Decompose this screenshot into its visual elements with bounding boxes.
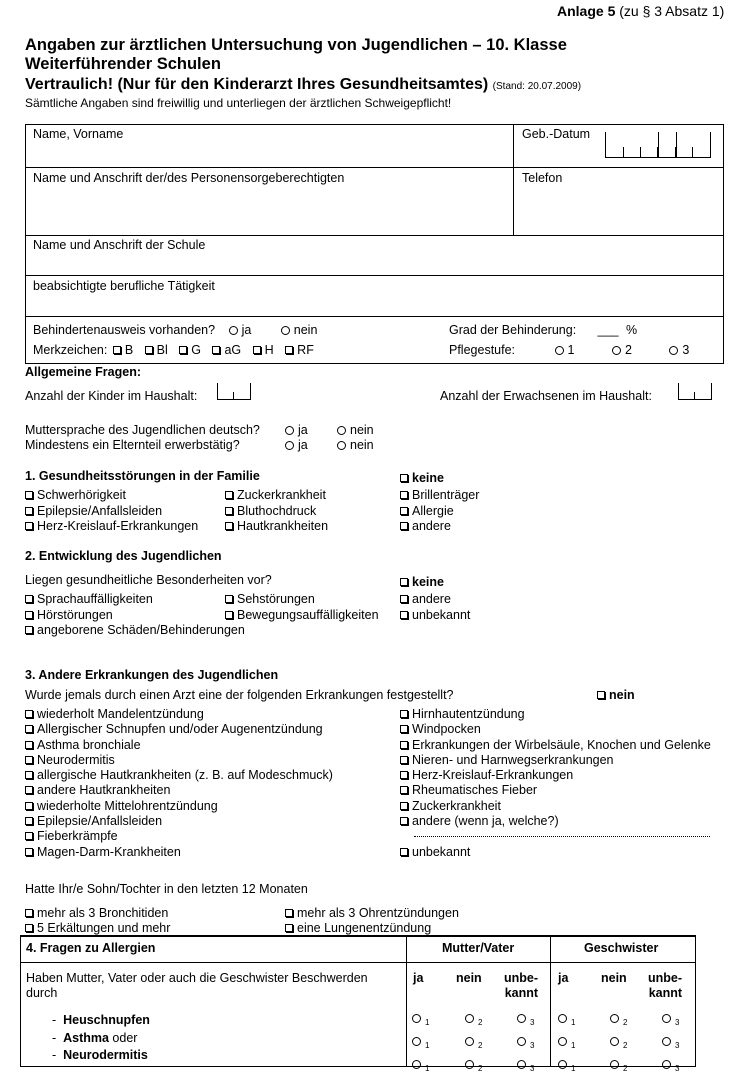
checkbox-icon [400,595,408,603]
kids-count-label: Anzahl der Kinder im Haushalt: [25,389,198,403]
checkbox-icon [400,578,408,586]
allergy-radio[interactable]: 3 [517,1009,534,1032]
bronchitis-item[interactable]: mehr als 3 Bronchitiden [25,906,168,920]
divider [513,124,514,235]
s2-item[interactable]: Sehstörungen [225,592,379,608]
s3-item[interactable]: Zuckerkrankheit [400,799,711,814]
checkbox-icon [597,691,605,699]
disability-degree[interactable]: Grad der Behinderung: ___ % [449,323,638,337]
allergy-radio[interactable]: 1 [412,1032,429,1055]
s1-item[interactable]: Zuckerkrankheit [225,488,328,504]
s1-keine[interactable]: keine [400,471,444,485]
s2-col3 [400,592,470,623]
section-3-title: 3. Andere Erkrankungen des Jugendlichen [25,668,279,682]
head-ja-2: ja [558,971,569,985]
s1-item[interactable]: Allergie [400,504,479,520]
allergy-radio[interactable]: 2 [465,1009,482,1032]
merk-rf[interactable]: RF [285,343,314,357]
s4-question: Haben Mutter, Vater oder auch die Geschwister Beschwerden durch [26,971,368,1000]
allergy-radio[interactable]: 3 [517,1055,534,1078]
s2-item[interactable]: Sprachauffälligkeiten [25,592,245,608]
checkbox-icon [25,611,33,619]
divider [25,275,724,276]
s2-col1 [25,592,245,639]
allergy-radio[interactable]: 1 [558,1009,575,1032]
divider [20,935,696,937]
checkbox-icon [25,771,33,779]
care-level-1[interactable]: 1 [555,343,575,357]
s1-item[interactable]: Brillenträger [400,488,479,504]
checkbox-icon [113,346,121,354]
mother-tongue-yes[interactable]: ja [285,423,308,437]
pneumonia-item[interactable]: eine Lungenentzündung [285,921,431,935]
s2-item[interactable]: Hörstörungen [25,608,245,624]
merk-h[interactable]: H [253,343,274,357]
head-nein-2: nein [601,971,627,985]
s3-unbekannt[interactable]: unbekannt [400,845,470,859]
allergy-radio[interactable]: 2 [610,1009,627,1032]
allergy-radio[interactable]: 2 [465,1032,482,1055]
privacy-notice: Sämtliche Angaben sind freiwillig und unterliegen der ärztlichen Schweigepflicht! [25,96,452,110]
allergy-row-asthma: - Asthma oder [52,1031,138,1045]
checkbox-icon [25,802,33,810]
head-unbekannt-1: unbe- kannt [504,971,539,1000]
school-field[interactable]: Name und Anschrift der Schule [33,238,206,252]
checkbox-icon [25,832,33,840]
s3-item[interactable]: Fieberkrämpfe [25,829,333,844]
allergy-radio[interactable]: 1 [412,1009,429,1032]
s3-item[interactable]: Windpocken [400,722,711,737]
radio-icon [285,441,294,450]
checkbox-icon [400,848,408,856]
checkbox-icon [253,346,261,354]
s3-item[interactable]: Asthma bronchiale [25,738,333,753]
annex-number: Anlage 5 [557,3,616,19]
checkbox-icon [25,909,33,917]
checkbox-icon [25,522,33,530]
checkbox-icon [285,924,293,932]
s3-item[interactable]: andere Hautkrankheiten [25,783,333,798]
checkbox-icon [225,491,233,499]
checkbox-icon [225,507,233,515]
confidential-title [25,76,581,94]
checkbox-icon [400,710,408,718]
s3-item[interactable]: Erkrankungen der Wirbelsäule, Knochen und Gelenke [400,738,711,753]
section-2-title: 2. Entwicklung des Jugendlichen [25,549,222,563]
checkbox-icon [212,346,220,354]
s1-col3 [400,488,479,535]
checkbox-icon [25,924,33,932]
annex-label [557,3,724,19]
divider [25,316,724,317]
checkbox-icon [225,595,233,603]
s3-item[interactable]: wiederholt Mandelentzündung [25,707,333,722]
care-level-3[interactable]: 3 [669,343,689,357]
merkzeichen-row: Merkzeichen: B Bl G aG H RF [33,343,314,357]
s2-question: Liegen gesundheitliche Besonderheiten vor? [25,573,272,587]
s3-col1 [25,707,333,860]
checkbox-icon [285,909,293,917]
parents-ja-col [412,1009,429,1078]
disability-label: Behindertenausweis vorhanden? [33,323,216,337]
merk-ag[interactable]: aG [212,343,241,357]
merk-g[interactable]: G [179,343,201,357]
s3-item[interactable]: Nieren- und Harnwegserkrankungen [400,753,711,768]
allergy-radio[interactable]: 2 [610,1055,627,1078]
section-4-title: 4. Fragen zu Allergien [26,941,156,955]
radio-icon [337,441,346,450]
s3-item[interactable]: Rheumatisches Fieber [400,783,711,798]
checkbox-icon [225,522,233,530]
care-level-2[interactable]: 2 [612,343,632,357]
s1-col2 [225,488,328,535]
checkbox-icon [400,786,408,794]
s3-item[interactable]: Neurodermitis [25,753,333,768]
s1-col1 [25,488,198,535]
s3-item[interactable]: Hirnhautentzündung [400,707,711,722]
radio-icon [285,426,294,435]
disability-no[interactable]: nein [281,323,318,337]
s3-item[interactable]: Magen-Darm-Krankheiten [25,845,333,860]
employed-no[interactable]: nein [337,438,374,452]
siblings-ja-col [558,1009,575,1078]
checkbox-icon [400,817,408,825]
merk-bl[interactable]: Bl [145,343,168,357]
allergy-radio[interactable]: 3 [517,1032,534,1055]
parents-unbekannt-col [517,1009,534,1078]
s3-question: Wurde jemals durch einen Arzt eine der folgenden Erkrankungen festgestellt? [25,688,454,702]
checkbox-icon [400,491,408,499]
checkbox-icon [400,771,408,779]
employed-yes[interactable]: ja [285,438,308,452]
title-line-1: Angaben zur ärztlichen Untersuchung von Jugendlichen – 10. Klasse [25,36,567,54]
s3-item[interactable]: andere (wenn ja, welche?) [400,814,711,829]
merk-b[interactable]: B [113,343,133,357]
adults-count-label: Anzahl der Erwachsenen im Haushalt: [440,389,652,403]
checkbox-icon [400,611,408,619]
siblings-nein-col [610,1009,627,1078]
divider [550,935,551,1067]
checkbox-icon [25,710,33,718]
checkbox-icon [25,756,33,764]
general-title: Allgemeine Fragen: [25,365,141,379]
checkbox-icon [25,507,33,515]
last-12-months-question: Hatte Ihr/e Sohn/Tochter in den letzten 12 Monaten [25,882,308,896]
s3-item[interactable]: Allergischer Schnupfen und/oder Augenentzündung [25,722,333,737]
s2-item[interactable]: unbekannt [400,608,470,624]
allergy-radio[interactable]: 3 [662,1032,679,1055]
confidential-text: Vertraulich! (Nur für den Kinderarzt Ihres Gesundheitsamtes) [25,76,489,93]
mother-tongue-no[interactable]: nein [337,423,374,437]
checkbox-icon [285,346,293,354]
s3-nein[interactable]: nein [597,688,635,702]
checkbox-icon [145,346,153,354]
s2-item[interactable]: Bewegungsauffälligkeiten [225,608,379,624]
checkbox-icon [25,626,33,634]
s1-item[interactable]: Epilepsie/Anfallsleiden [25,504,198,520]
allergy-radio[interactable]: 3 [662,1009,679,1032]
checkbox-icon [225,611,233,619]
checkbox-icon [25,741,33,749]
annex-reference: (zu § 3 Absatz 1) [619,3,725,19]
job-field[interactable]: beabsichtigte berufliche Tätigkeit [33,279,215,293]
checkbox-icon [400,741,408,749]
siblings-unbekannt-col [662,1009,679,1078]
radio-icon [281,326,290,335]
checkbox-icon [25,725,33,733]
allergy-row-hayfever: - Heuschnupfen [52,1013,150,1027]
care-level-row: Pflegestufe: 1 2 3 [449,343,690,357]
allergy-radio[interactable]: 1 [558,1055,575,1078]
other-diseases-line[interactable] [414,836,710,837]
s2-item[interactable]: andere [400,592,470,608]
radio-icon [229,326,238,335]
name-field[interactable]: Name, Vorname [33,127,124,141]
radio-icon [612,346,621,355]
radio-icon [555,346,564,355]
s3-item[interactable]: Epilepsie/Anfallsleiden [25,814,333,829]
checkbox-icon [179,346,187,354]
guardian-field[interactable]: Name und Anschrift der/des Personensorgeberechtigten [33,171,345,185]
s2-item[interactable]: angeborene Schäden/Behinderungen [25,623,245,639]
s2-keine[interactable]: keine [400,575,444,589]
mother-tongue-question: Muttersprache des Jugendlichen deutsch? [25,423,260,437]
radio-icon [337,426,346,435]
checkbox-icon [25,786,33,794]
checkbox-icon [400,507,408,515]
checkbox-icon [25,595,33,603]
s1-item[interactable]: Herz-Kreislauf-Erkrankungen [25,519,198,535]
divider [25,167,724,168]
allergy-radio[interactable]: 2 [465,1055,482,1078]
checkbox-icon [400,474,408,482]
head-unbekannt-2: unbe- kannt [648,971,683,1000]
s3-item[interactable]: allergische Hautkrankheiten (z. B. auf Modeschmuck) [25,768,333,783]
allergy-radio[interactable]: 1 [558,1032,575,1055]
s1-item[interactable]: Bluthochdruck [225,504,328,520]
divider [25,235,724,236]
disability-question [33,323,317,337]
colds-item[interactable]: 5 Erkältungen und mehr [25,921,170,935]
checkbox-icon [25,491,33,499]
checkbox-icon [25,817,33,825]
otitis-item[interactable]: mehr als 3 Ohrentzündungen [285,906,459,920]
checkbox-icon [400,756,408,764]
birthdate-field[interactable]: Geb.-Datum [522,127,591,141]
title-line-2: Weiterführender Schulen [25,55,221,73]
col-parents: Mutter/Vater [442,941,515,955]
disability-yes[interactable]: ja [229,323,252,337]
checkbox-icon [25,848,33,856]
allergy-row-neurodermitis: - Neurodermitis [52,1048,148,1062]
allergy-radio[interactable]: 1 [412,1055,429,1078]
s1-item[interactable]: andere [400,519,479,535]
s2-col2 [225,592,379,623]
radio-icon [669,346,678,355]
s1-item[interactable]: Hautkrankheiten [225,519,328,535]
checkbox-icon [400,522,408,530]
head-nein-1: nein [456,971,482,985]
allergy-radio[interactable]: 2 [610,1032,627,1055]
divider [406,935,407,1067]
section-1-title: 1. Gesundheitsstörungen in der Familie [25,469,260,483]
s1-item[interactable]: Schwerhörigkeit [25,488,198,504]
checkbox-icon [400,802,408,810]
s3-item[interactable]: wiederholte Mittelohrentzündung [25,799,333,814]
employed-question: Mindestens ein Elternteil erwerbstätig? [25,438,240,452]
parents-nein-col [465,1009,482,1078]
checkbox-icon [400,725,408,733]
divider [20,962,696,963]
s3-item[interactable]: Herz-Kreislauf-Erkrankungen [400,768,711,783]
col-siblings: Geschwister [584,941,659,955]
head-ja-1: ja [413,971,424,985]
s3-col2 [400,707,711,829]
phone-field[interactable]: Telefon [522,171,563,185]
version-date: (Stand: 20.07.2009) [492,81,582,92]
allergy-radio[interactable]: 3 [662,1055,679,1078]
